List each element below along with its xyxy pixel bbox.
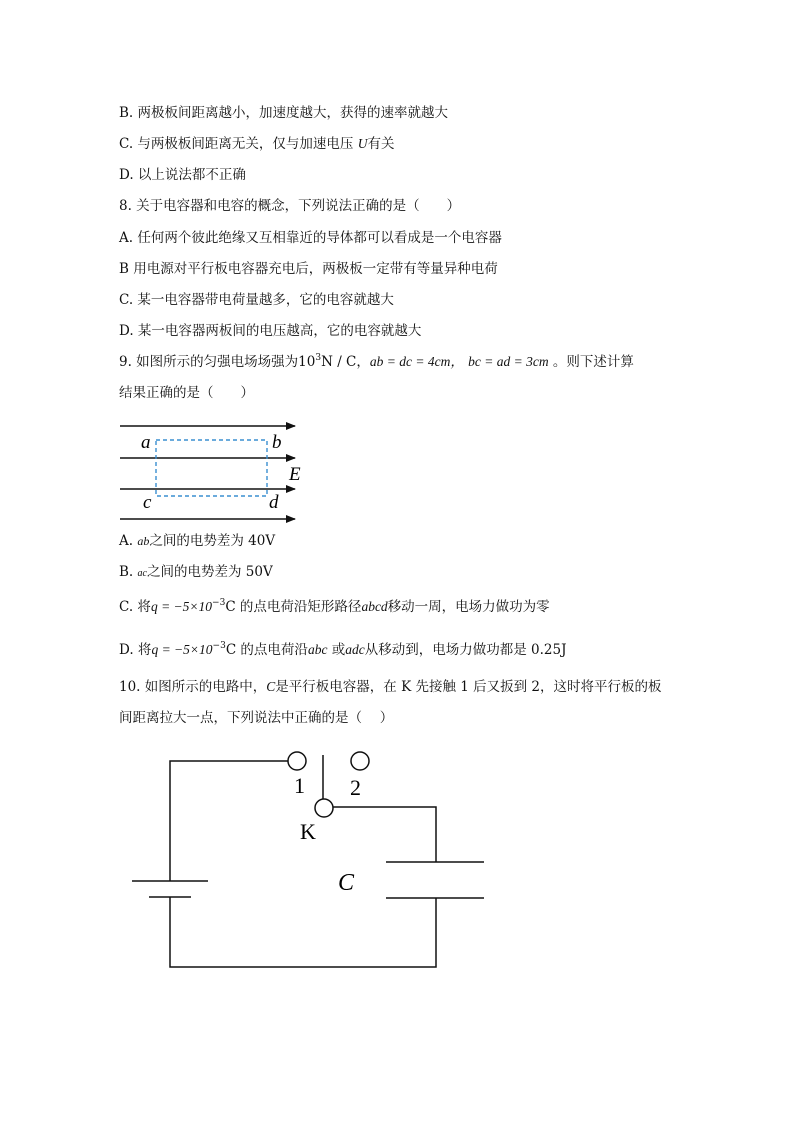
q9-option-b-suffix: 之间的电势差为 50V: [146, 564, 273, 580]
label-a: a: [141, 432, 151, 453]
label-2: 2: [350, 775, 361, 800]
q9-option-d-path1: abc: [307, 642, 328, 657]
q9-option-b-prefix: B.: [119, 564, 134, 580]
q7-option-c-text: C. 与两极板间距离无关，仅与加速电压: [119, 136, 354, 152]
q7-option-b: [119, 103, 448, 123]
q9-field-exp: 3: [315, 353, 322, 363]
q10-stem-line2-text: 间距离拉大一点，下列说法中正确的是（ ）: [119, 710, 394, 726]
q10-stem-line1: [119, 677, 662, 697]
q9-option-a-prefix: A.: [119, 533, 134, 549]
q7-option-c-suffix: 有关: [367, 136, 395, 152]
q9-option-c-charge: q = −5×10: [150, 599, 213, 614]
q7-option-d: [119, 165, 246, 185]
q7-option-d-text: D. 以上说法都不正确: [119, 167, 246, 183]
q9-field-figure: [112, 412, 312, 528]
label-c: c: [143, 492, 152, 513]
q9-option-d-suffix: 从移动到，电场力做功都是 0.25J: [364, 642, 567, 658]
label-b: b: [272, 432, 282, 453]
q9-stem-line2: [119, 383, 254, 403]
terminal-1: [288, 752, 306, 770]
q7-option-c-var: U: [357, 136, 368, 151]
label-1: 1: [294, 773, 305, 798]
q9-ab-dc: ab = dc = 4cm，: [369, 354, 464, 369]
terminal-2: [351, 752, 369, 770]
q8-option-d: [119, 321, 421, 341]
label-K: K: [300, 819, 316, 844]
q9-stem-line2-text: 结果正确的是（ ）: [119, 385, 254, 401]
q10-stem-var: C: [266, 679, 276, 694]
q9-option-c-path: abcd: [361, 599, 388, 614]
q9-option-b: [119, 562, 273, 584]
switch-pivot-k: [315, 799, 333, 817]
q9-option-d-prefix: D. 将: [119, 642, 152, 658]
q8-option-a: [119, 228, 502, 248]
q8-stem-text: 8. 关于电容器和电容的概念，下列说法正确的是（ ）: [119, 198, 461, 214]
q8-option-c-text: C. 某一电容器带电荷量越多，它的电容就越大: [119, 292, 394, 308]
q8-option-b-text: B 用电源对平行板电容器充电后，两极板一定带有等量异种电荷: [119, 261, 498, 277]
q7-option-c: [119, 134, 394, 154]
q9-option-c: [119, 597, 550, 617]
q9-option-a-suffix: 之间的电势差为 40V: [149, 533, 276, 549]
q9-bc-ad: bc = ad = 3cm: [468, 354, 549, 369]
q10-stem-text: 10. 如图所示的电路中，: [119, 679, 267, 695]
dashed-rectangle-abcd: [156, 440, 267, 496]
q9-option-b-var: ac: [137, 568, 147, 579]
q9-option-d-exp: −3: [212, 641, 226, 651]
q9-option-a-var: ab: [137, 534, 150, 548]
q9-option-c-exp: −3: [212, 598, 226, 608]
q9-option-c-suffix: 移动一周，电场力做功为零: [387, 599, 550, 615]
q9-stem-line1: [119, 352, 634, 372]
q9-stem-text: 9. 如图所示的匀强电场场强为: [119, 354, 299, 370]
q9-field-unit: N / C，: [321, 354, 370, 370]
q7-option-b-text: B. 两极板间距离越小，加速度越大，获得的速率就越大: [119, 105, 449, 121]
q9-option-a: [119, 531, 275, 551]
wire-left-top: [170, 761, 288, 881]
q9-option-d: [119, 640, 567, 660]
label-E: E: [289, 464, 301, 485]
q8-option-c: [119, 290, 394, 310]
q9-field-value: 10: [298, 354, 316, 370]
q9-option-d-path2: adc: [345, 642, 365, 657]
q9-option-d-mid: C 的点电荷沿: [225, 642, 308, 658]
q8-option-a-text: A. 任何两个彼此绝缘又互相靠近的导体都可以看成是一个电容器: [119, 230, 502, 246]
q8-option-d-text: D. 某一电容器两板间的电压越高，它的电容就越大: [119, 323, 422, 339]
q9-option-d-or: 或: [331, 642, 346, 658]
q9-stem-end: 。则下述计算: [552, 354, 634, 370]
wire-bottom: [170, 897, 436, 967]
q9-option-c-mid: C 的点电荷沿矩形路径: [225, 599, 362, 615]
label-d: d: [269, 492, 279, 513]
q10-stem-text-b: 是平行板电容器，在 K 先接触 1 后又扳到 2，这时将平行板的板: [275, 679, 662, 695]
q9-option-c-prefix: C. 将: [119, 599, 151, 615]
q8-stem: [119, 196, 460, 216]
q10-circuit-figure: [120, 745, 500, 980]
label-C: C: [338, 870, 355, 896]
q9-option-d-charge: q = −5×10: [151, 642, 213, 657]
wire-k-capacitor: [333, 807, 436, 862]
q10-stem-line2: [119, 708, 393, 728]
q8-option-b: [119, 259, 498, 279]
